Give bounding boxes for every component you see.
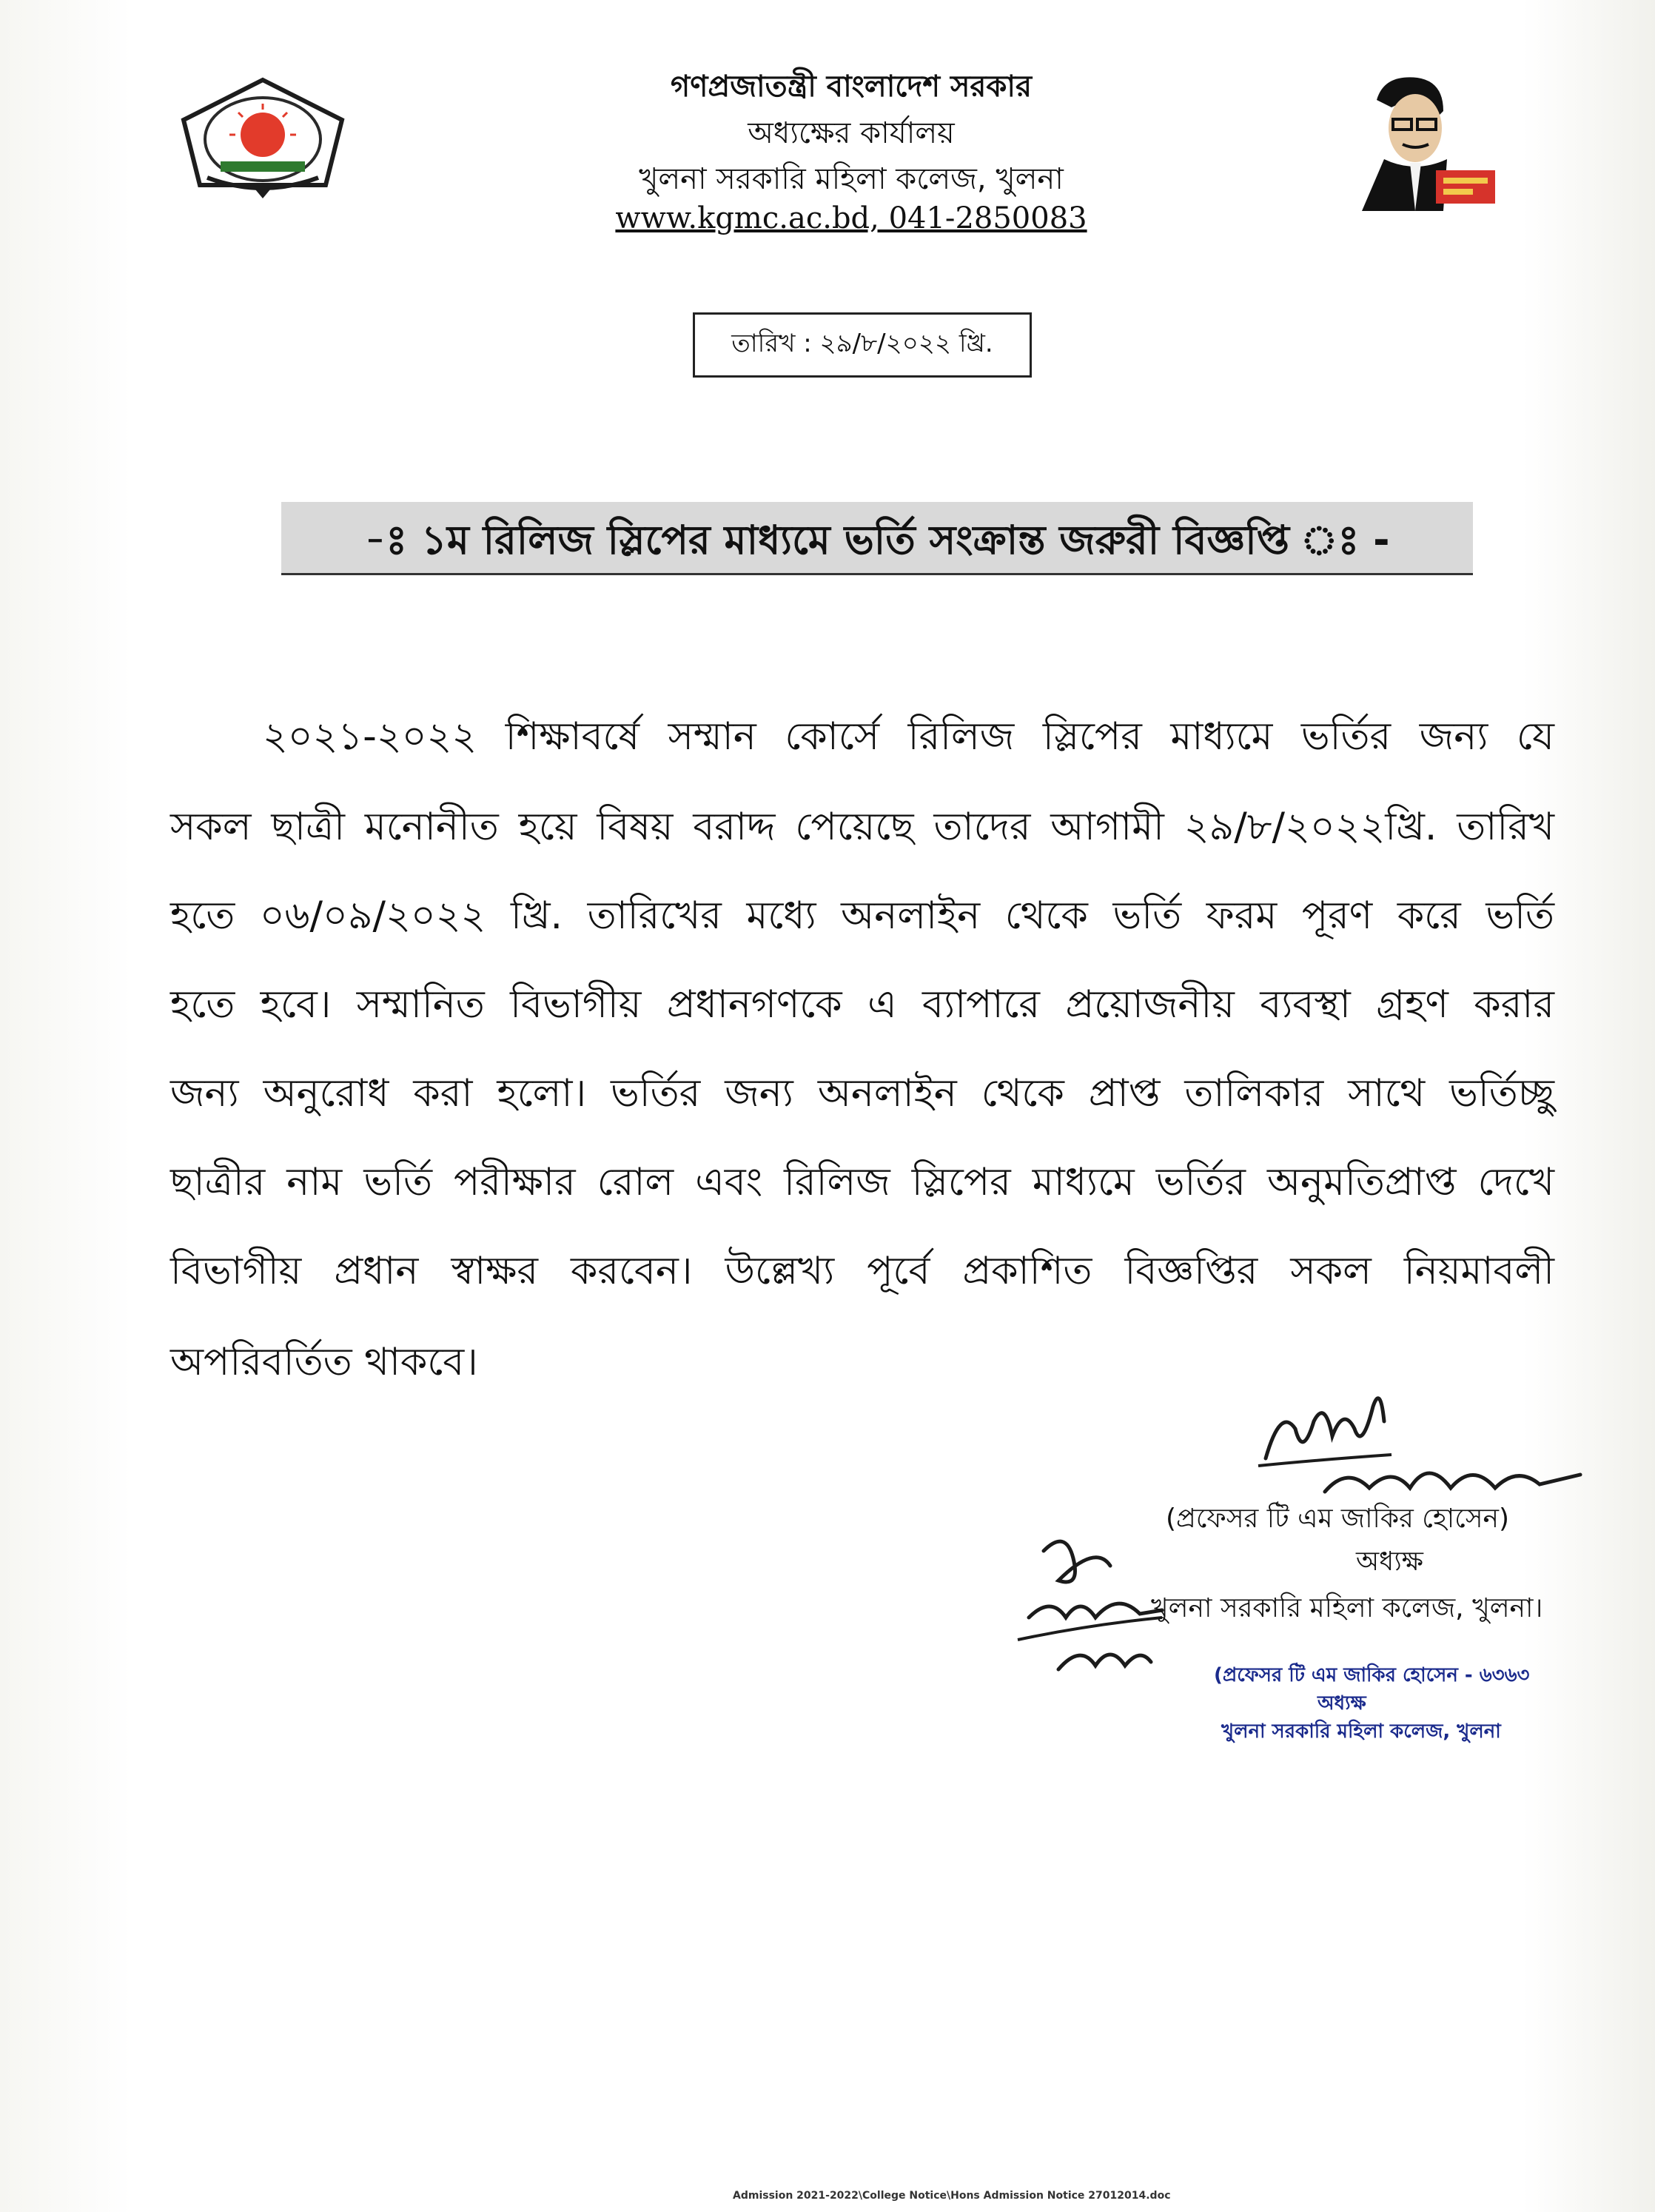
stamp-line-2: অধ্যক্ষ [1317, 1692, 1366, 1715]
stamp-line-1: (প্রফেসর টি এম জাকির হোসেন - ৬৩৬৩ [1214, 1664, 1530, 1686]
file-path-footer: Admission 2021-2022\College Notice\Hons Admission Notice 27012014.doc [733, 2190, 1171, 2202]
portrait-logo [1332, 70, 1503, 211]
body-line-8: অপরিবর্তিত থাকবে। [170, 1340, 478, 1384]
body-line-2: সকল ছাত্রী মনোনীত হয়ে বিষয় বরাদ্দ পেয়েছে তাদের আগামী ২৯/৮/২০২২খ্রি. তারিখ [170, 805, 1554, 849]
principal-institution: খুলনা সরকারি মহিলা কলেজ, খুলনা। [1151, 1593, 1543, 1623]
stamp-line-3: খুলনা সরকারি মহিলা কলেজ, খুলনা [1221, 1720, 1501, 1743]
principal-signature [1251, 1377, 1591, 1503]
body-line-7: বিভাগীয় প্রধান স্বাক্ষর করবেন। উল্লেখ্য পূর্বে প্রকাশিত বিজ্ঞপ্তির সকল নিয়মাবলী [170, 1249, 1554, 1293]
body-line-6: ছাত্রীর নাম ভর্তি পরীক্ষার রোল এবং রিলিজ স্লিপের মাধ্যমে ভর্তির অনুমতিপ্রাপ্ত দেখে [170, 1160, 1554, 1204]
principal-name: (প্রফেসর টি এম জাকির হোসেন) [1166, 1504, 1510, 1534]
office-header: অধ্যক্ষের কার্যালয় [748, 116, 955, 150]
date-box [693, 312, 1032, 378]
body-line-1: ২০২১-২০২২ শিক্ষাবর্ষে সম্মান কোর্সে রিলিজ স্লিপের মাধ্যমে ভর্তির জন্য যে [263, 714, 1554, 759]
body-line-5: জন্য অনুরোধ করা হলো। ভর্তির জন্য অনলাইন থেকে প্রাপ্ত তালিকার সাথে ভর্তিচ্ছু [170, 1071, 1554, 1116]
body-line-3: হতে ০৬/০৯/২০২২ খ্রি. তারিখের মধ্যে অনলাইন থেকে ভর্তি ফরম পূরণ করে ভর্তি [170, 894, 1554, 938]
govt-header: গণপ্রজাতন্ত্রী বাংলাদেশ সরকার [671, 70, 1032, 104]
date-text: তারিখ : ২৯/৮/২০২২ খ্রি. [731, 328, 993, 358]
college-logo [178, 74, 348, 200]
notice-title: -ঃ ১ম রিলিজ স্লিপের মাধ্যমে ভর্তি সংক্রান্ত জরুরী বিজ্ঞপ্তি ঃ - [364, 517, 1390, 563]
body-line-4: হতে হবে। সম্মানিত বিভাগীয় প্রধানগণকে এ ব্যাপারে প্রয়োজনীয় ব্যবস্থা গ্রহণ করার [170, 982, 1554, 1027]
principal-designation: অধ্যক্ষ [1356, 1546, 1423, 1577]
college-name-header: খুলনা সরকারি মহিলা কলেজ, খুলনা [639, 162, 1064, 196]
website-phone-header: www.kgmc.ac.bd, 041-2850083 [615, 201, 1087, 235]
